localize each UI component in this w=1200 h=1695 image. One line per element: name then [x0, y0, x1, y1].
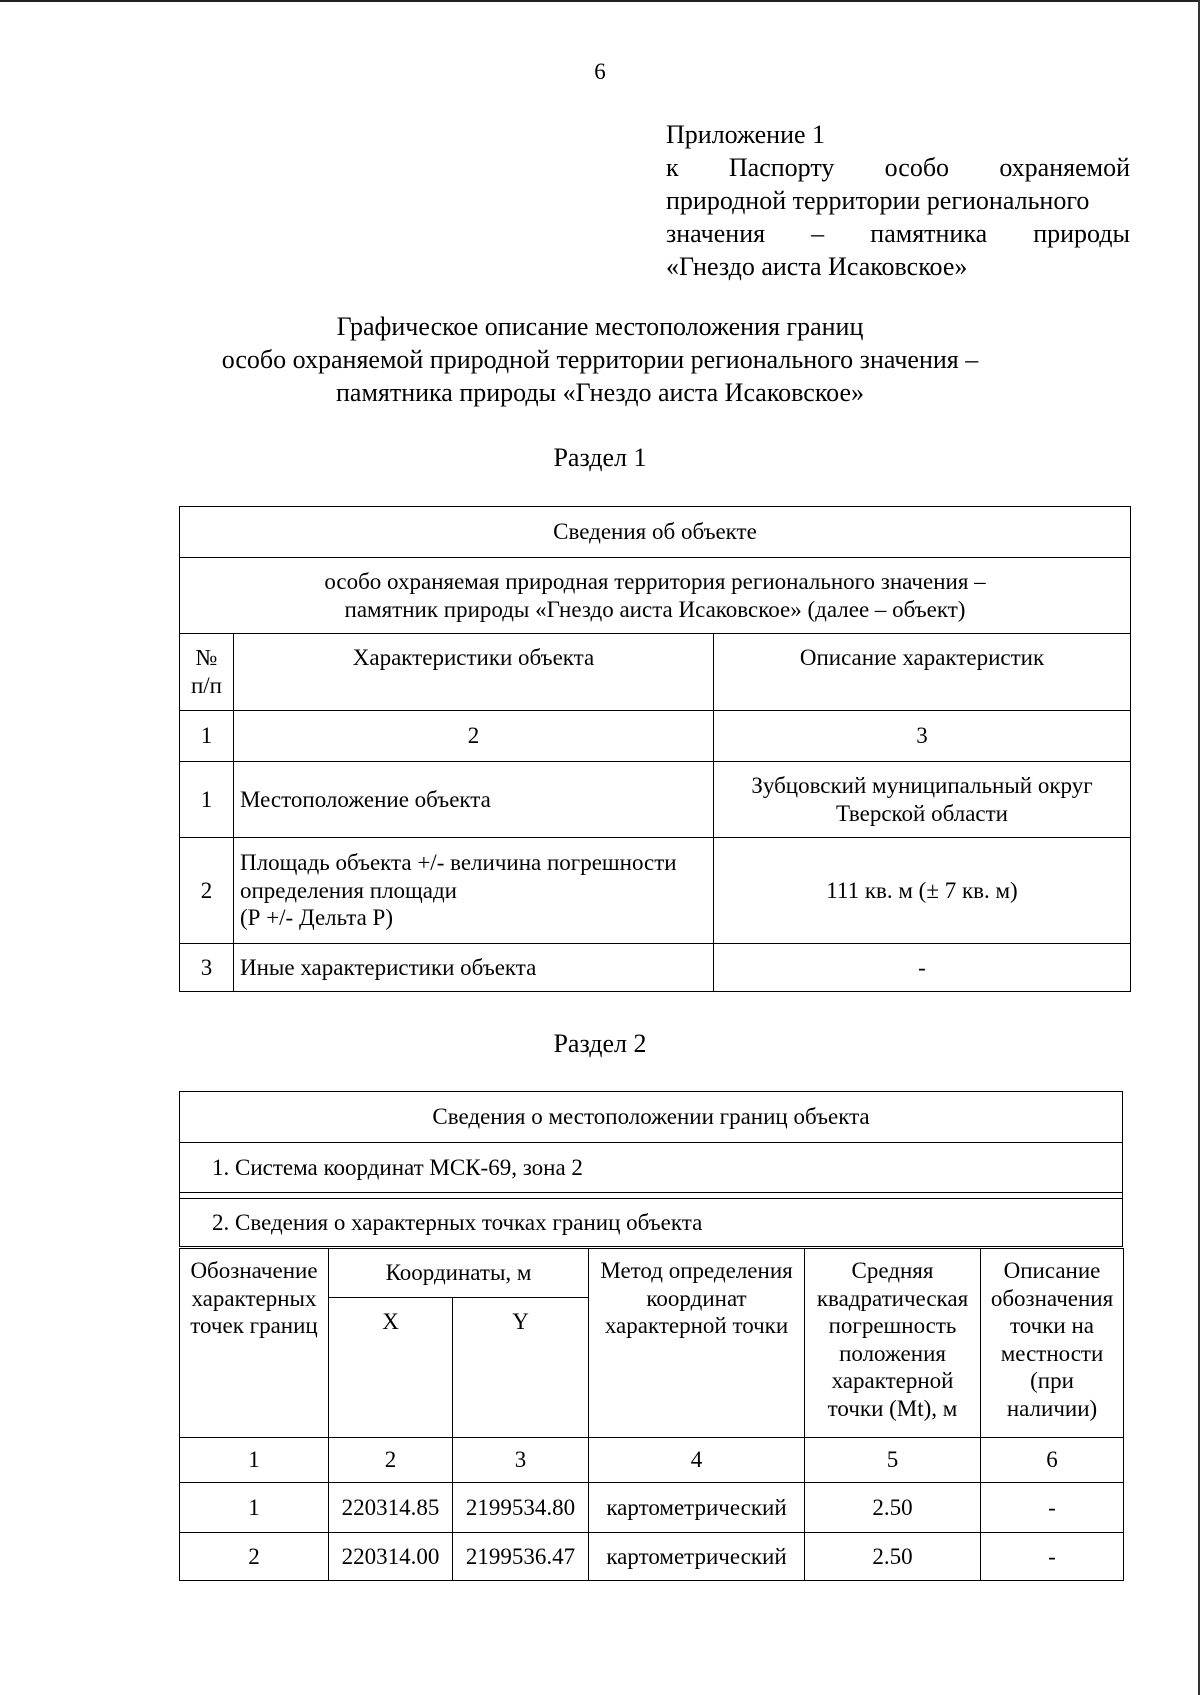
table-row [180, 944, 1131, 992]
point-y: 2199534.80 [453, 1483, 589, 1533]
title-line-2: особо охраняемой природной территории регионального значения – [221, 345, 979, 374]
object-name-line-1: особо охраняемая природная территория регионального значения – [324, 568, 986, 594]
appendix-line-4: значения – памятника природы [666, 219, 1130, 248]
header-num: № п/п [180, 634, 234, 711]
section-2-heading: Раздел 2 [553, 1029, 647, 1058]
title-line-3: памятника природы «Гнездо аиста Исаковское» [336, 378, 864, 407]
object-name-line-2: памятник природы «Гнездо аиста Исаковское» (далее – объект) [344, 596, 966, 622]
row-description-line-1: Зубцовский муниципальный округ [751, 772, 1093, 798]
page-number: 6 [594, 59, 606, 84]
object-name-cell [180, 558, 1131, 634]
header-point-description: Описание обозначения точки на местности (при наличии) [981, 1249, 1124, 1438]
column-number: 2 [234, 711, 714, 762]
column-number: 2 [329, 1438, 453, 1483]
header-y: Y [453, 1298, 589, 1438]
appendix-line-5: «Гнездо аиста Исаковское» [666, 252, 968, 281]
row-characteristic-line-3: (Р +/- Дельта Р) [240, 905, 393, 931]
appendix-header [666, 118, 1130, 283]
point-method: картометрический [589, 1483, 805, 1533]
object-table-caption: Сведения об объекте [180, 507, 1131, 558]
row-description-line-2: Тверской области [836, 800, 1008, 826]
table-row [180, 838, 1131, 944]
row-description: - [714, 944, 1131, 992]
column-number: 3 [453, 1438, 589, 1483]
row-characteristic-line-2: определения площади [240, 877, 457, 903]
section-1-heading: Раздел 1 [553, 443, 647, 472]
point-method: картометрический [589, 1533, 805, 1581]
appendix-line-2: к Паспорту особо охраняемой [666, 153, 1130, 182]
row-num: 3 [180, 944, 234, 992]
row-characteristic-line-1: Площадь объекта +/- величина погрешности [240, 850, 677, 876]
row-description [714, 762, 1131, 838]
point-error: 2.50 [805, 1483, 981, 1533]
header-coordinates: Координаты, м [329, 1249, 589, 1298]
header-characteristics: Характеристики объекта [234, 634, 714, 711]
header-description: Описание характеристик [714, 634, 1131, 711]
document-title [0, 310, 1200, 409]
header-error: Средняя квадратическая погрешность положения характерной точки (Mt), м [805, 1249, 981, 1438]
point-description: - [981, 1533, 1124, 1581]
row-characteristic: Местоположение объекта [234, 762, 714, 838]
column-number: 1 [180, 1438, 329, 1483]
row-num: 1 [180, 762, 234, 838]
column-number: 4 [589, 1438, 805, 1483]
row-num: 2 [180, 838, 234, 944]
object-info-table [179, 506, 1131, 992]
header-x: X [329, 1298, 453, 1438]
table-row [180, 762, 1131, 838]
point-y: 2199536.47 [453, 1533, 589, 1581]
point-x: 220314.85 [329, 1483, 453, 1533]
table-row [180, 1533, 1124, 1581]
appendix-line-1: Приложение 1 [666, 120, 826, 149]
scan-edge-top [0, 0, 1200, 2]
header-designation: Обозначение характерных точек границ [180, 1249, 329, 1438]
column-number: 1 [180, 711, 234, 762]
coordinate-system: 1. Система координат МСК-69, зона 2 [180, 1143, 1123, 1193]
title-line-1: Графическое описание местоположения границ [336, 312, 864, 341]
column-number: 3 [714, 711, 1131, 762]
column-number: 6 [981, 1438, 1124, 1483]
row-description: 111 кв. м (± 7 кв. м) [714, 838, 1131, 944]
row-characteristic: Иные характеристики объекта [234, 944, 714, 992]
point-id: 1 [180, 1483, 329, 1533]
point-id: 2 [180, 1533, 329, 1581]
table-row [180, 1483, 1124, 1533]
boundary-points-table [179, 1248, 1124, 1581]
point-description: - [981, 1483, 1124, 1533]
column-number: 5 [805, 1438, 981, 1483]
appendix-line-3: природной территории регионального [666, 186, 1090, 215]
boundary-info-table [179, 1091, 1123, 1247]
row-characteristic [234, 838, 714, 944]
boundary-table-caption: Сведения о местоположении границ объекта [180, 1092, 1123, 1143]
header-method: Метод определения координат характерной точки [589, 1249, 805, 1438]
point-error: 2.50 [805, 1533, 981, 1581]
points-caption: 2. Сведения о характерных точках границ объекта [180, 1199, 1123, 1247]
point-x: 220314.00 [329, 1533, 453, 1581]
